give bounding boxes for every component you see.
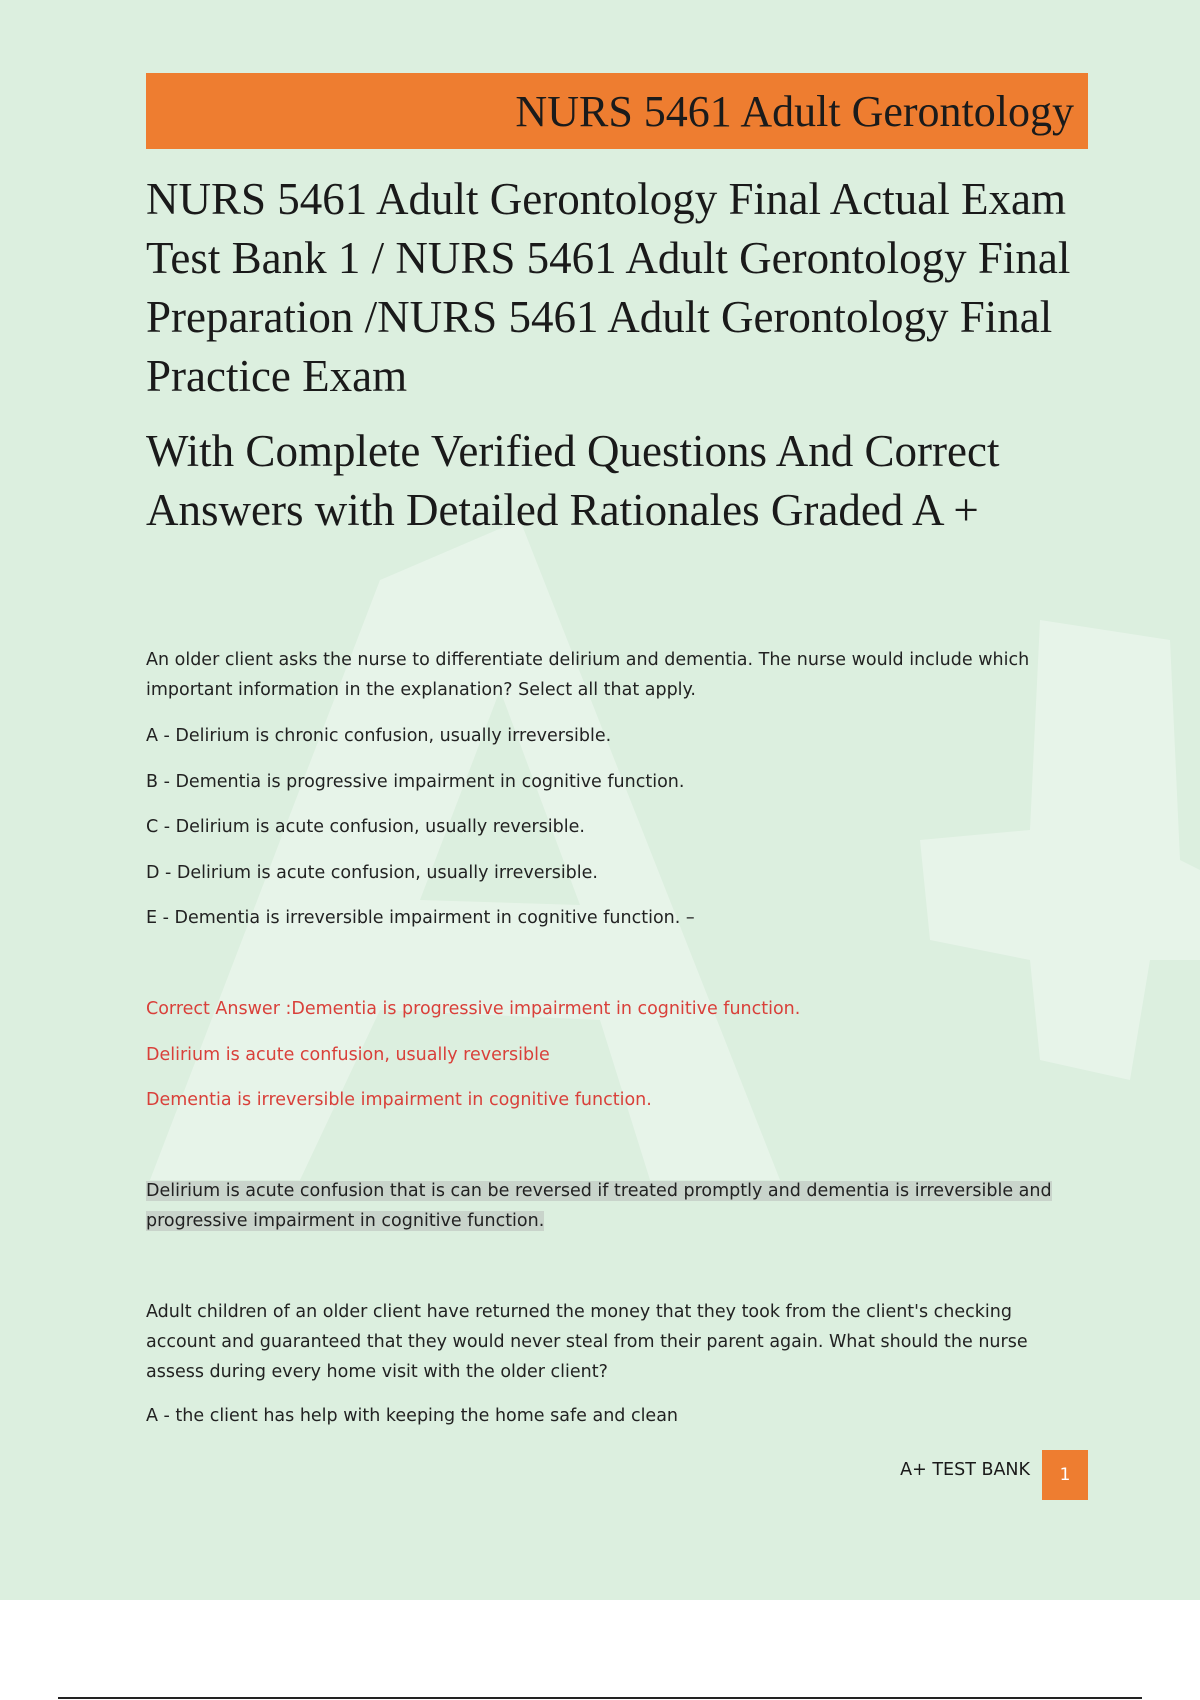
footer-label: A+ TEST BANK [900, 1460, 1030, 1480]
page-number: 1 [1042, 1450, 1088, 1500]
question-1-option-a: A - Delirium is chronic confusion, usually irreversible. [146, 726, 612, 746]
correct-answer-line: Delirium is acute confusion, usually reversible [146, 1045, 550, 1065]
header-bar [146, 73, 1088, 149]
question-1-option-d: D - Delirium is acute confusion, usually irreversible. [146, 863, 598, 883]
question-2-option-a: A - the client has help with keeping the home safe and clean [146, 1406, 679, 1426]
question-1-option-b: B - Dementia is progressive impairment in cognitive function. [146, 772, 685, 792]
correct-answer-line: Correct Answer :Dementia is progressive impairment in cognitive function. [146, 999, 801, 1019]
question-1-stem: An older client asks the nurse to differentiate delirium and dementia. The nurse would include which important information in the explanation? Select all that apply. [146, 650, 1030, 700]
rationale-highlight: Delirium is acute confusion that is can be reversed if treated promptly and dementia is irreversible and progressive impairment in cognitive function. [146, 1181, 1052, 1231]
question-1-option-e: E - Dementia is irreversible impairment in cognitive function. – [146, 908, 695, 928]
course-title: NURS 5461 Adult Gerontology [515, 86, 1074, 136]
document-title: NURS 5461 Adult Gerontology Final Actual Exam Test Bank 1 / NURS 5461 Adult Gerontology Final Preparation /NURS 5461 Adult Gerontology Final Practice Exam [146, 174, 1071, 401]
question-2-stem: Adult children of an older client have returned the money that they took from the client's checking account and guaranteed that they would never steal from their parent again. What should the nurse assess during every home visit with the older client? [146, 1302, 1028, 1382]
document-subtitle: With Complete Verified Questions And Correct Answers with Detailed Rationales Graded A + [146, 426, 1000, 535]
page-divider [58, 1697, 1142, 1699]
correct-answer-line: Dementia is irreversible impairment in cognitive function. [146, 1090, 652, 1110]
question-1-option-c: C - Delirium is acute confusion, usually reversible. [146, 817, 585, 837]
question-1-rationale [146, 1176, 1086, 1236]
